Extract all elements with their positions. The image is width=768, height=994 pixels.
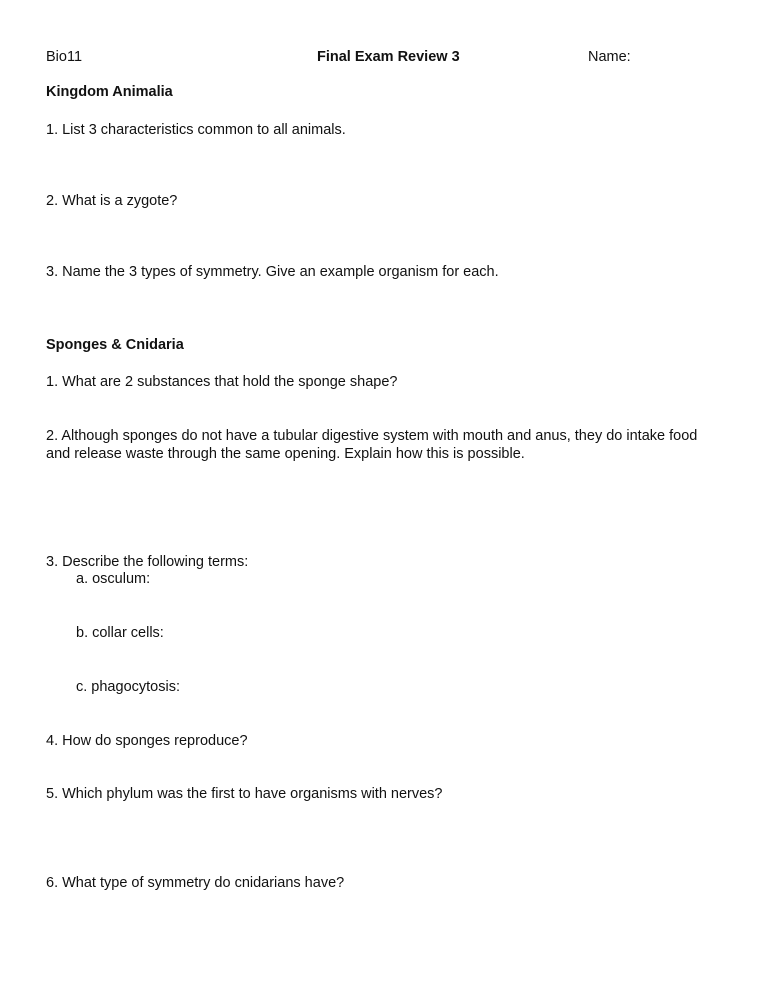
question-item: 1. What are 2 substances that hold the sponge shape? [46, 374, 398, 390]
question-item: 5. Which phylum was the first to have organisms with nerves? [46, 786, 443, 802]
question-item: 6. What type of symmetry do cnidarians have? [46, 875, 345, 891]
question-item: 2. What is a zygote? [46, 193, 178, 209]
question-item: 3. Describe the following terms: [46, 554, 249, 570]
course-label: Bio11 [46, 49, 83, 65]
question-item-continuation: and release waste through the same opening. Explain how this is possible. [46, 446, 525, 462]
question-item: 3. Name the 3 types of symmetry. Give an example organism for each. [46, 264, 499, 280]
term-item: b. collar cells: [76, 625, 164, 641]
term-item: c. phagocytosis: [76, 679, 180, 695]
section-heading-sponges-cnidaria: Sponges & Cnidaria [46, 337, 184, 353]
question-item: 4. How do sponges reproduce? [46, 733, 248, 749]
page-title: Final Exam Review 3 [317, 49, 460, 65]
name-label: Name: [588, 49, 631, 65]
question-item: 1. List 3 characteristics common to all animals. [46, 122, 346, 138]
question-item: 2. Although sponges do not have a tubular digestive system with mouth and anus, they do intake food [46, 428, 698, 444]
term-item: a. osculum: [76, 571, 151, 587]
section-heading-kingdom-animalia: Kingdom Animalia [46, 84, 173, 100]
